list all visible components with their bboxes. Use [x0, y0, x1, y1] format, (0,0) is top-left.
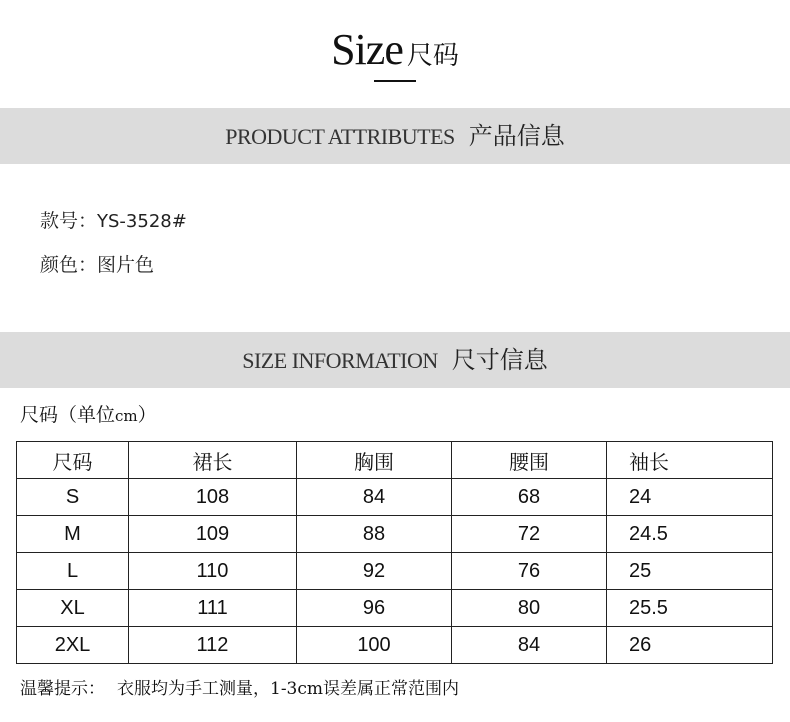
product-attributes-heading-cn: 产品信息: [468, 122, 565, 150]
table-row: [17, 590, 773, 627]
header-waist: 腰围: [452, 442, 607, 479]
product-attributes-band: [0, 108, 790, 164]
header-sleeve: 袖长: [607, 442, 773, 479]
cell-bust: 92: [297, 553, 452, 590]
cell-length: 108: [129, 479, 297, 516]
unit-note: [20, 400, 157, 427]
cell-sleeve: 24: [607, 479, 773, 516]
header-size: 尺码: [17, 442, 129, 479]
cell-waist: 80: [452, 590, 607, 627]
cell-length: 111: [129, 590, 297, 627]
cell-length: 109: [129, 516, 297, 553]
cell-size: M: [17, 516, 129, 553]
title-english: Size: [331, 25, 403, 74]
cell-size: XL: [17, 590, 129, 627]
cell-sleeve: 26: [607, 627, 773, 664]
product-attributes-heading-en: PRODUCT ATTRIBUTES: [225, 124, 455, 149]
cell-size: L: [17, 553, 129, 590]
table-header-row: [17, 442, 773, 479]
attribute-color: [40, 250, 154, 277]
attribute-style-number: [40, 206, 187, 233]
measurement-tip: [20, 674, 459, 699]
tip-label: 温馨提示：: [20, 679, 105, 699]
cell-bust: 84: [297, 479, 452, 516]
page-title: [0, 24, 790, 75]
attribute-value: 图片色: [97, 254, 155, 276]
cell-size: 2XL: [17, 627, 129, 664]
cell-bust: 100: [297, 627, 452, 664]
table-row: [17, 627, 773, 664]
cell-bust: 88: [297, 516, 452, 553]
unit-note-unit: cm: [115, 407, 138, 425]
cell-sleeve: 25: [607, 553, 773, 590]
size-information-heading-cn: 尺寸信息: [451, 346, 548, 374]
size-information-band: [0, 332, 790, 388]
title-underline: [374, 80, 416, 82]
attribute-value: YS-3528#: [97, 211, 187, 232]
table-row: [17, 553, 773, 590]
unit-note-suffix: ）: [137, 404, 157, 426]
cell-sleeve: 25.5: [607, 590, 773, 627]
attribute-label: 颜色：: [40, 254, 98, 276]
cell-length: 112: [129, 627, 297, 664]
attribute-label: 款号：: [40, 210, 98, 232]
table-row: [17, 479, 773, 516]
cell-bust: 96: [297, 590, 452, 627]
unit-note-prefix: 尺码（单位: [20, 404, 116, 426]
cell-waist: 84: [452, 627, 607, 664]
table-row: [17, 516, 773, 553]
cell-waist: 76: [452, 553, 607, 590]
cell-waist: 68: [452, 479, 607, 516]
cell-length: 110: [129, 553, 297, 590]
cell-sleeve: 24.5: [607, 516, 773, 553]
title-chinese: 尺码: [406, 41, 459, 71]
size-table: [16, 441, 773, 664]
size-information-heading-en: SIZE INFORMATION: [242, 348, 438, 373]
header-length: 裙长: [129, 442, 297, 479]
tip-text: 衣服均为手工测量，1-3cm误差属正常范围内: [117, 679, 460, 699]
header-bust: 胸围: [297, 442, 452, 479]
cell-waist: 72: [452, 516, 607, 553]
cell-size: S: [17, 479, 129, 516]
